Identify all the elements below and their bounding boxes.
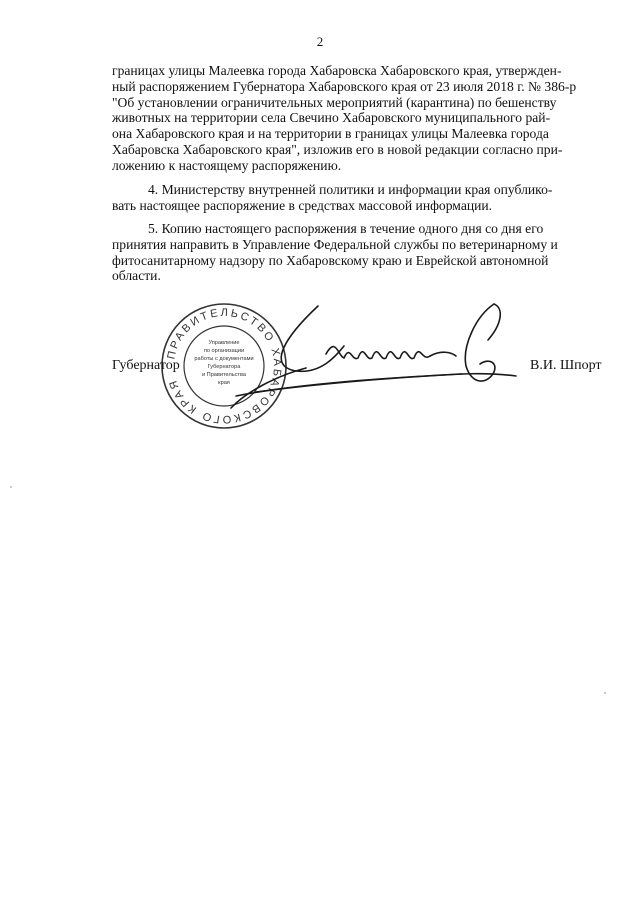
text-line: принятия направить в Управление Федеральной службы по ветеринарному и — [112, 236, 558, 252]
text-line: 5. Копию настоящего распоряжения в течение одного дня со дня его — [148, 221, 544, 236]
stamp-center-line: по организации — [203, 348, 245, 354]
text-line: области. — [112, 268, 161, 284]
text-line: "Об установлении ограничительных мероприятий (карантина) по бешенству — [112, 94, 557, 110]
text-line: животных на территории села Свечино Хабаровского муниципального рай- — [112, 110, 551, 126]
position-title: Губернатор — [112, 358, 180, 373]
text-line: 4. Министерству внутренней политики и информации края опублико- — [148, 182, 553, 197]
text-line: фитосанитарному надзору по Хабаровскому краю и Еврейской автономной — [112, 252, 549, 268]
handwritten-signature — [226, 296, 526, 416]
paragraph-3 — [112, 221, 558, 284]
text-line: она Хабаровского края и на территории в границах улицы Малеевка города — [112, 126, 549, 142]
paragraph-1 — [112, 63, 577, 174]
stamp-ring-text: ПРАВИТЕЛЬСТВО ХАБАРОВСКОГО КРАЯ — [165, 306, 284, 426]
stamp-center-line: и Правительства — [202, 372, 246, 378]
stamp-center-line: работы с документами — [194, 356, 254, 362]
text-line: ложению к настоящему распоряжению. — [112, 157, 342, 173]
stamp-center-line: края — [218, 380, 230, 386]
page-number: 2 — [316, 34, 324, 49]
text-line: границах улицы Малеевка города Хабаровска Хабаровского края, утвержден- — [112, 63, 562, 78]
text-line: вать настоящее распоряжение в средствах массовой информации. — [112, 197, 493, 213]
scan-speck — [604, 692, 606, 694]
scan-speck — [10, 486, 12, 488]
text-line: Хабаровска Хабаровского края", изложив его в новой редакции согласно при- — [112, 141, 563, 157]
paragraph-2 — [112, 182, 553, 214]
signatory-name: В.И. Шпорт — [530, 358, 602, 373]
stamp-center-line: Управление — [208, 340, 240, 346]
stamp-center-line: Губернатора — [207, 364, 241, 370]
text-line: ный распоряжением Губернатора Хабаровского края от 23 июля 2018 г. № 386-р — [112, 78, 577, 94]
